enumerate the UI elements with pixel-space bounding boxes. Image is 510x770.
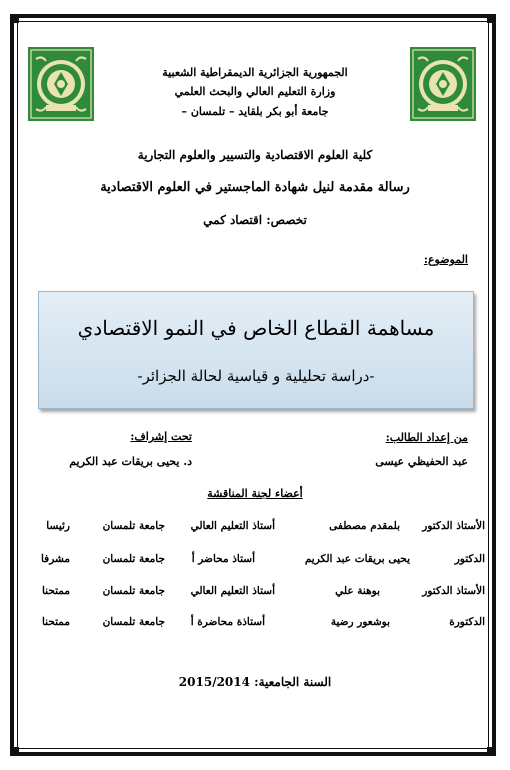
member-name: بوشعور رضية <box>330 616 390 628</box>
member-role: مشرفا <box>40 553 70 565</box>
student-name: عبد الحفيظي عيسى <box>375 455 468 468</box>
specialty: تخصص: اقتصاد كمي <box>203 213 307 227</box>
university-logo-left <box>28 47 94 121</box>
thesis-title: مساهمة القطاع الخاص في النمو الاقتصادي <box>77 316 435 340</box>
header-ministry: وزارة التعليم العالي والبحث العلمي <box>174 85 336 98</box>
member-university: جامعة تلمسان <box>102 520 165 532</box>
title-box <box>38 291 474 409</box>
academic-year: السنة الجامعية: 2015/2014 <box>178 675 332 689</box>
member-rank: أستاذ التعليم العالي <box>190 585 275 597</box>
corner-ornament <box>484 12 498 26</box>
thesis-subtitle: -دراسة تحليلية و قياسية لحالة الجزائر- <box>137 367 375 385</box>
faculty-name: كلية العلوم الاقتصادية والتسيير والعلوم التجارية <box>137 148 373 162</box>
member-rank: أستاذ محاضر أ <box>191 553 255 565</box>
committee-heading: أعضاء لجنة المناقشة <box>207 487 303 500</box>
member-name: يحيى بريقات عبد الكريم <box>304 553 410 565</box>
corner-ornament <box>8 12 22 26</box>
member-name: بلمقدم مصطفى <box>329 520 400 532</box>
university-logo-right <box>410 47 476 121</box>
member-title: الدكتورة <box>449 616 485 628</box>
member-role: ممتحنا <box>41 616 70 628</box>
member-role: ممتحنا <box>41 585 70 597</box>
supervisor-name: د. يحيى بريقات عبد الكريم <box>69 455 192 468</box>
member-title: الأستاذ الدكتور <box>422 520 485 532</box>
member-name: بوهنة علي <box>335 585 380 597</box>
member-university: جامعة تلمسان <box>102 585 165 597</box>
university-emblem-icon <box>28 47 94 121</box>
university-emblem-icon <box>410 47 476 121</box>
thesis-type: رسالة مقدمة لنيل شهادة الماجستير في العلوم الاقتصادية <box>100 180 410 195</box>
corner-ornament <box>8 744 22 758</box>
student-label: من إعداد الطالب: <box>385 431 468 444</box>
member-title: الدكتور <box>454 553 485 565</box>
header-university: جامعة أبو بكر بلقايد – تلمسان – <box>181 105 329 118</box>
member-role: رئيسا <box>46 520 70 532</box>
member-university: جامعة تلمسان <box>102 616 165 628</box>
supervisor-label: تحت إشراف: <box>130 430 192 443</box>
member-title: الأستاذ الدكتور <box>422 585 485 597</box>
subject-label: الموضوع: <box>423 253 468 266</box>
header-republic: الجمهورية الجزائرية الديمقراطية الشعبية <box>162 66 348 79</box>
member-rank: أستاذ التعليم العالي <box>190 520 275 532</box>
member-rank: أستاذة محاضرة أ <box>190 616 265 628</box>
member-university: جامعة تلمسان <box>102 553 165 565</box>
corner-ornament <box>484 744 498 758</box>
